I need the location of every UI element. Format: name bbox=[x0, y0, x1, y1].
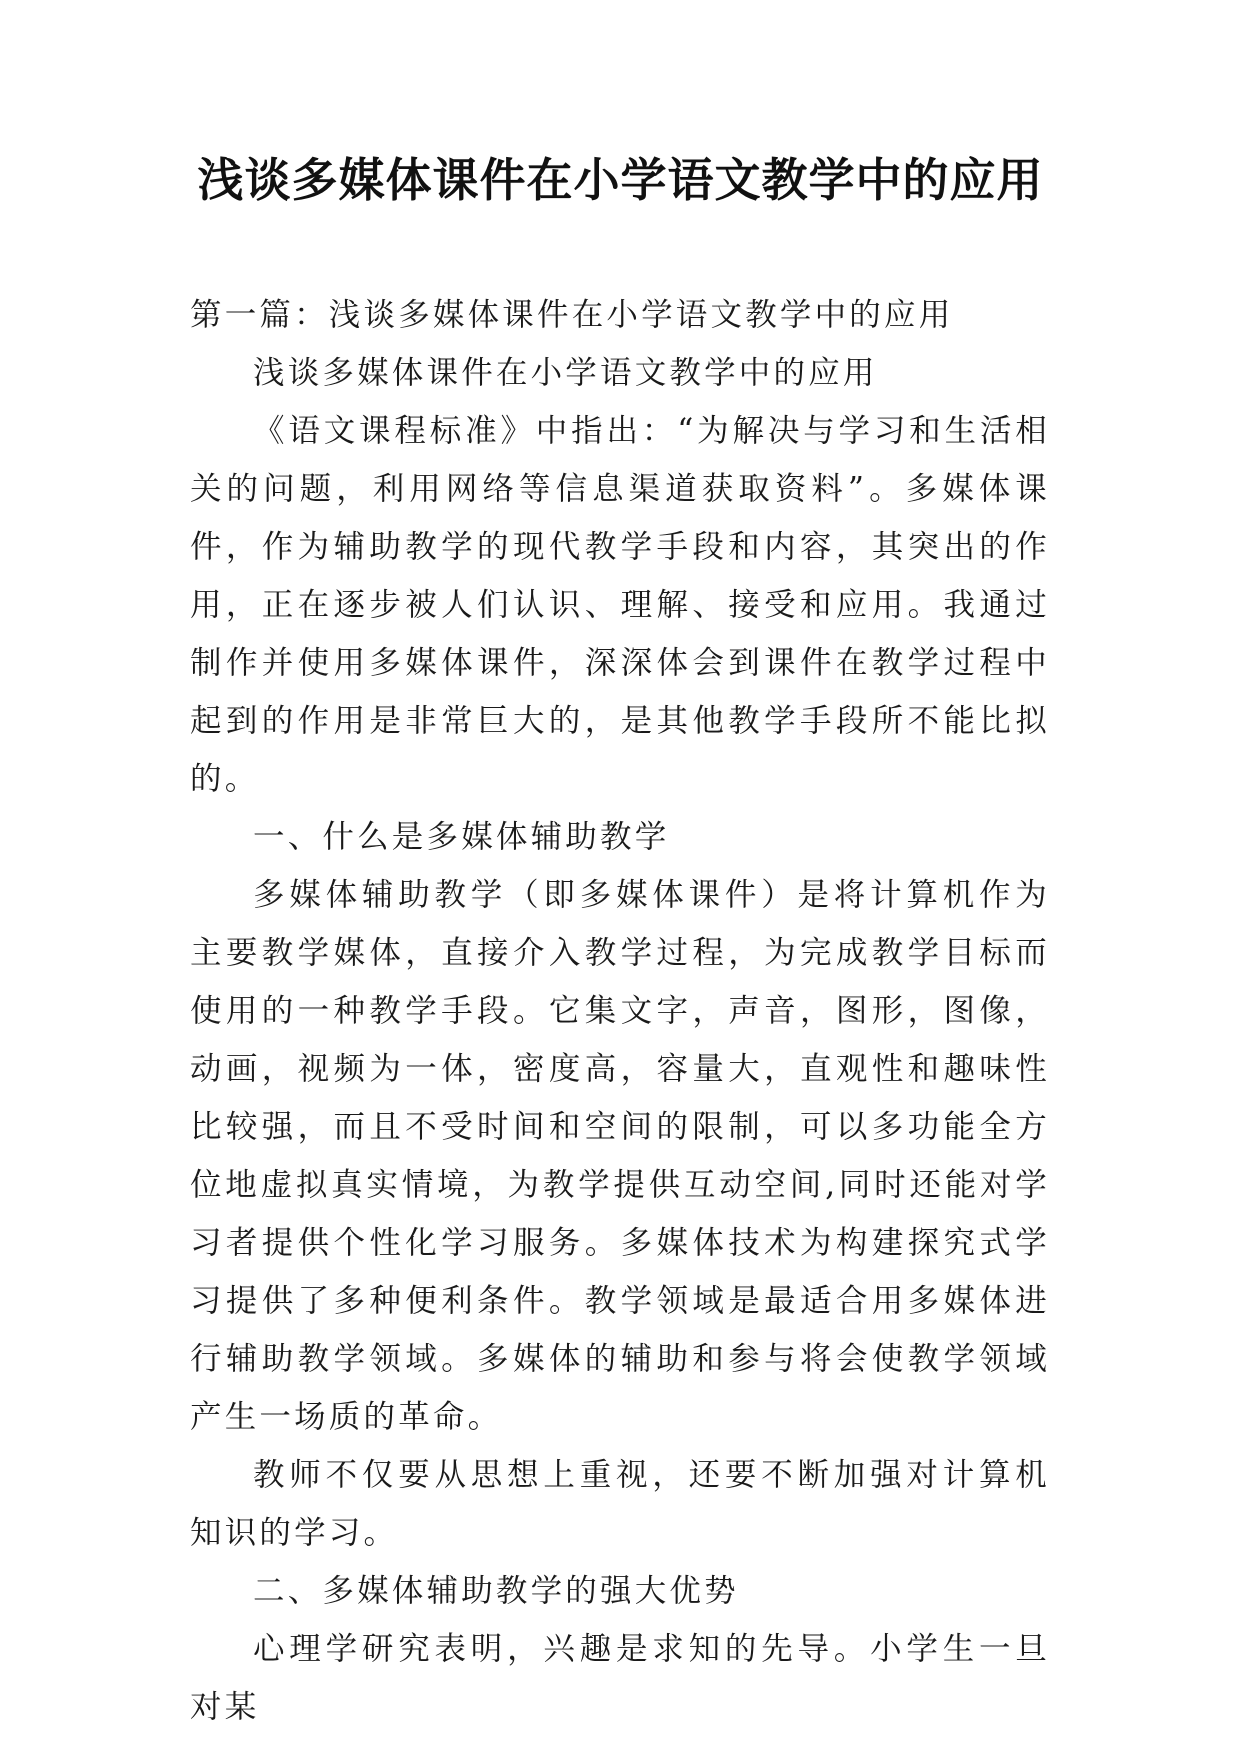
teacher-paragraph: 教师不仅要从思想上重视，还要不断加强对计算机知识的学习。 bbox=[190, 1457, 1050, 1551]
section-two-paragraph: 心理学研究表明，兴趣是求知的先导。小学生一旦对某 bbox=[190, 1631, 1050, 1725]
document-title: 浅谈多媒体课件在小学语文教学中的应用 bbox=[197, 153, 1044, 207]
section-one-paragraph: 多媒体辅助教学（即多媒体课件）是将计算机作为主要教学媒体，直接介入教学过程，为完成教学目标而使用的一种教学手段。它集文字，声音，图形，图像，动画，视频为一体，密度高，容量大，直观性和趣味性比较强，而且不受时间和空间的限制，可以多功能全方位地虚拟真实情境，为教学提供互动空间,同时还能对学习者提供个性化学习服务。多媒体技术为构建探究式学习提供了多种便利条件。教学领域是最适合用多媒体进行辅助教学领域。多媒体的辅助和参与将会使教学领域产生一场质的革命。 bbox=[190, 877, 1050, 1435]
section-heading-one: 一、什么是多媒体辅助教学 bbox=[253, 819, 670, 855]
article-subtitle: 浅谈多媒体课件在小学语文教学中的应用 bbox=[253, 355, 878, 391]
section-heading-part-one: 第一篇：浅谈多媒体课件在小学语文教学中的应用 bbox=[190, 297, 954, 333]
intro-paragraph: 《语文课程标准》中指出：“为解决与学习和生活相关的问题，利用网络等信息渠道获取资料”。多媒体课件，作为辅助教学的现代教学手段和内容，其突出的作用，正在逐步被人们认识、理解、接受和应用。我通过制作并使用多媒体课件，深深体会到课件在教学过程中起到的作用是非常巨大的，是其他教学手段所不能比拟的。 bbox=[190, 413, 1050, 797]
document-body bbox=[190, 286, 1050, 1736]
section-heading-two: 二、多媒体辅助教学的强大优势 bbox=[253, 1573, 739, 1609]
